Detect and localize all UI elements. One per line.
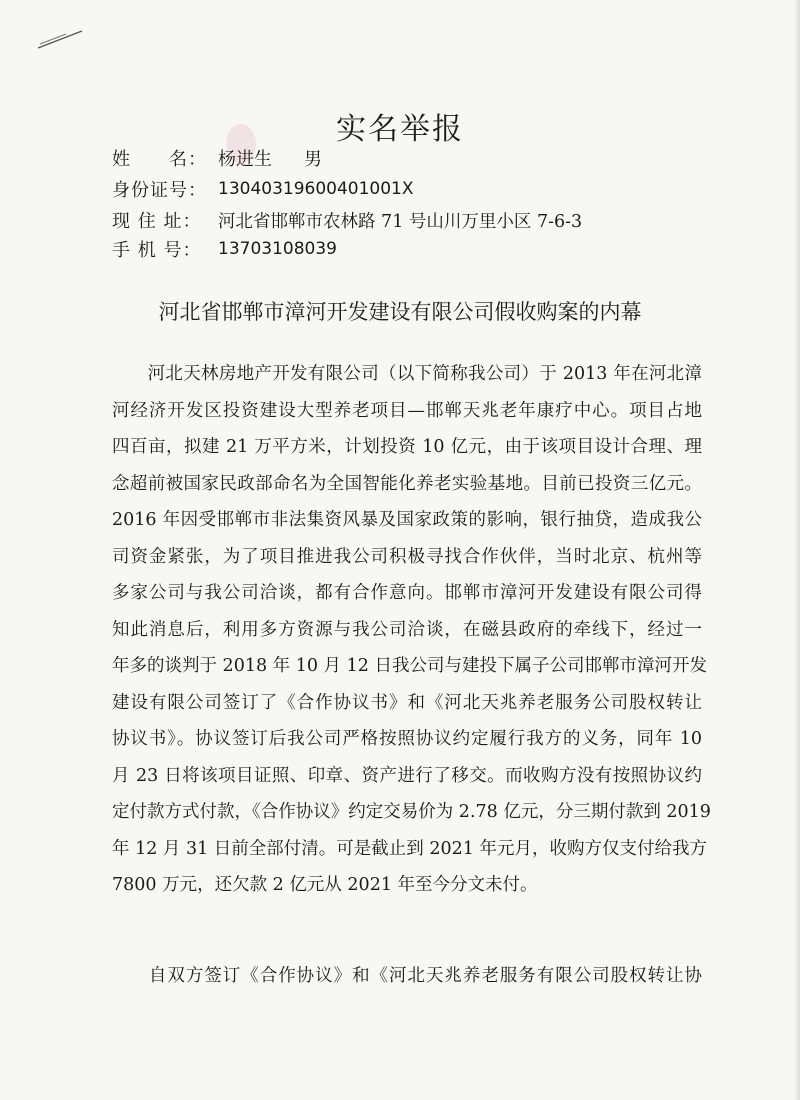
document-title: 实名举报 [336,112,464,147]
paragraph-line: 司资金紧张，为了项目推进我公司积极寻找合作伙伴，当时北京、杭州等 [112,546,702,567]
document-subtitle: 河北省邯郸市漳河开发建设有限公司假收购案的内幕 [158,300,642,324]
paragraph-line: 建设有限公司签订了《合作协议书》和《河北天兆养老服务公司股权转让 [112,692,702,713]
info-value-id: 13040319600401001X [218,179,414,199]
paragraph-line: 多家公司与我公司洽谈，都有合作意向。邯郸市漳河开发建设有限公司得 [112,583,702,603]
pen-scratch-mark [36,28,84,50]
paragraph-line: 自双方签订《合作协议》和《河北天兆养老服务有限公司股权转让协 [112,966,702,986]
info-row-id [112,176,414,202]
paragraph-line: 年 12 月 31 日前全部付清。可是截止到 2021 年元月，收购方仅支付给我方 [112,838,707,859]
paragraph-line: 知此消息后，利用多方资源与我公司洽谈，在磁县政府的牵线下，经过一 [112,619,702,640]
scan-edge-shadow [794,0,800,1100]
paragraph-line: 7800 万元，还欠款 2 亿元从 2021 年至今分文未付。 [112,875,538,895]
info-label-address: 现 住 址： [112,211,202,232]
info-value-gender: 男 [304,149,322,170]
paragraph-line: 协议书》。协议签订后我公司严格按照协议约定履行我方的义务，同年 10 [112,729,702,749]
paragraph-line: 年多的谈判于 2018 年 10 月 12 日我公司与建投下属子公司邯郸市漳河开发 [112,656,707,676]
paragraph-line: 四百亩，拟建 21 万平方米，计划投资 10 亿元，由于该项目设计合理、理 [112,437,702,457]
paragraph-line: 定付款方式付款，《合作协议》约定交易价为 2.78 亿元，分三期付款到 2019 [112,802,711,822]
paragraph-line: 2016 年因受邯郸市非法集资风暴及国家政策的影响，银行抽贷，造成我公 [112,510,702,530]
info-row-address [112,207,582,233]
info-label-phone: 手 机 号： [112,240,202,261]
info-row-name [112,145,322,171]
info-row-phone [112,236,337,262]
paragraph-line: 月 23 日将该项目证照、印章、资产进行了移交。而收购方没有按照协议约 [112,765,702,786]
info-label-id: 身份证号： [112,180,207,201]
body-paragraph-2 [112,958,702,995]
info-value-name: 杨进生 [218,149,272,170]
info-value-address: 河北省邯郸市农林路 71 号山川万里小区 7-6-3 [218,211,583,232]
body-paragraph-1 [112,356,711,904]
paragraph-line: 河经济开发区投资建设大型养老项目—邯郸天兆老年康疗中心。项目占地 [112,400,702,421]
info-label-name: 姓 名： [112,149,207,170]
paragraph-line: 河北天林房地产开发有限公司（以下简称我公司）于 2013 年在河北漳 [112,364,702,384]
info-value-phone: 13703108039 [218,239,337,259]
paragraph-line: 念超前被国家民政部命名为全国智能化养老实验基地。目前已投资三亿元。 [112,473,702,494]
